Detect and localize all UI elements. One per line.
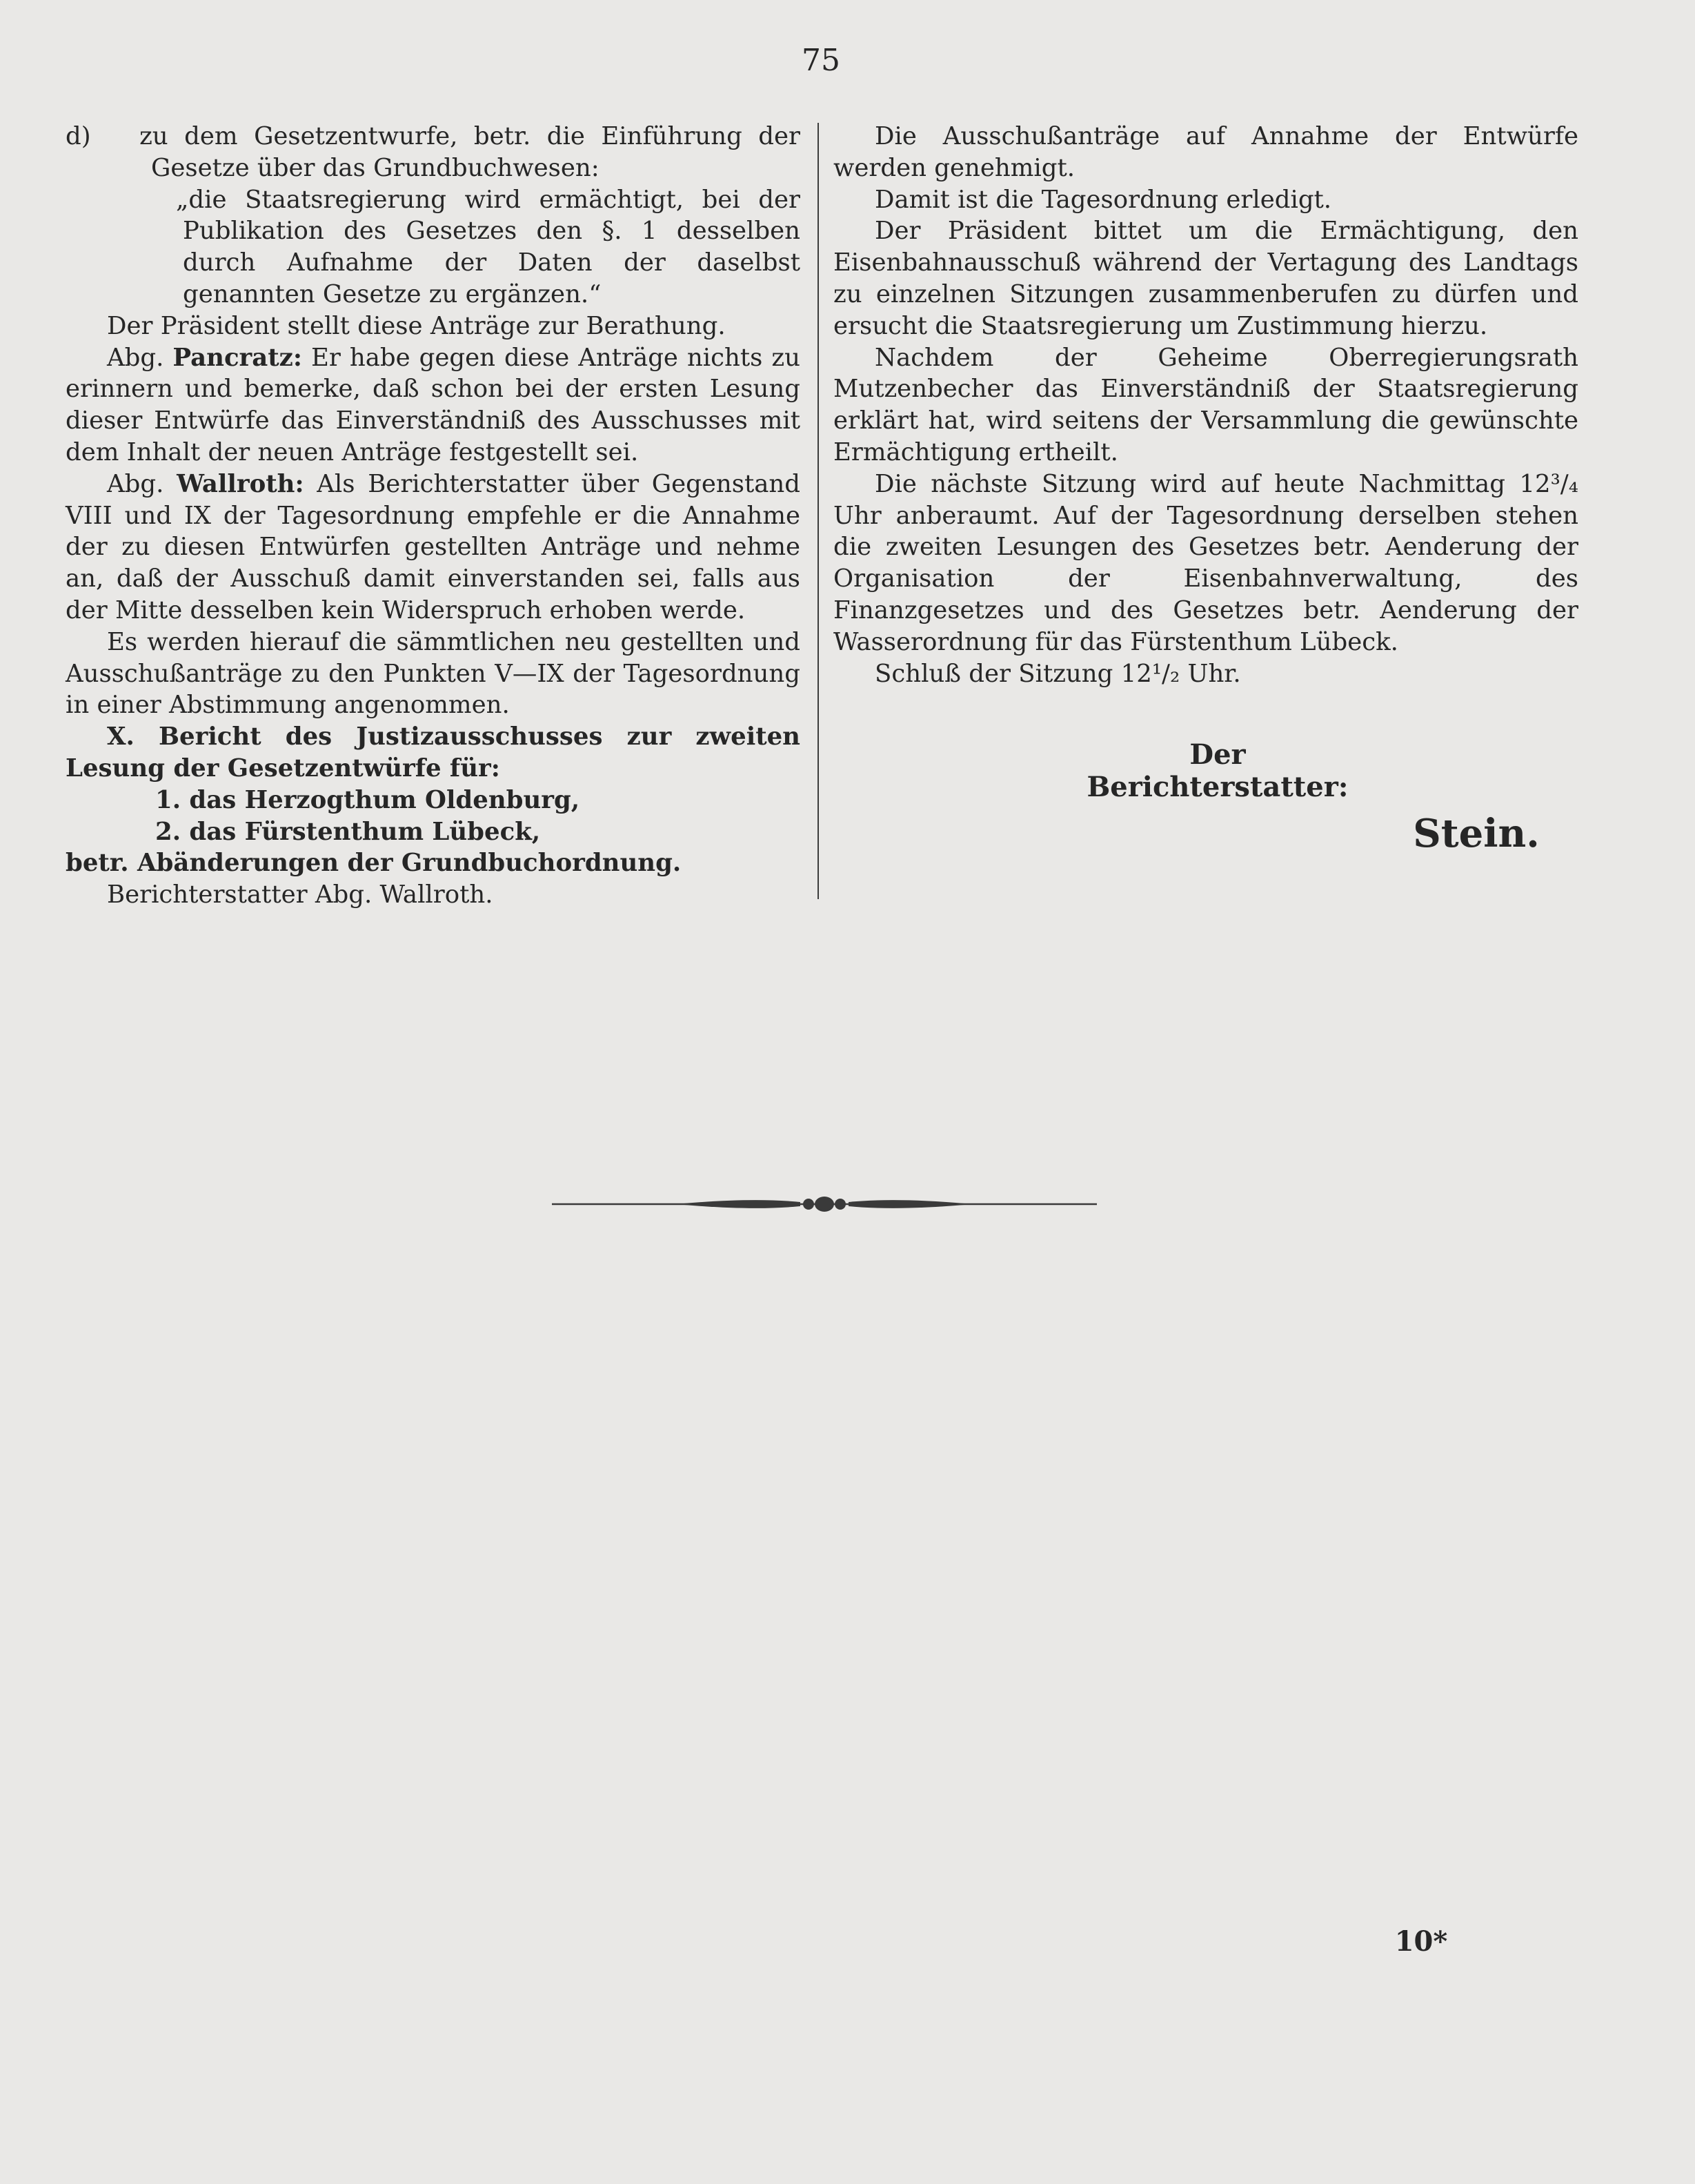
quoted-amendment: „die Staatsregierung wird ermächtigt, bei der Publikation des Gesetzes den §. 1 desselben durch Aufnahme der Daten der daselbst genannten Gesetze zu ergänzen.“	[176, 185, 800, 308]
vote-result: Es werden hierauf die sämmtlichen neu gestellten und Ausschußanträge zu den Punkten V—IX der Tagesordnung in einer Abstimmung angenommen.	[66, 627, 800, 720]
session-close: Schluß der Sitzung 12¹/₂ Uhr.	[875, 659, 1241, 688]
agenda-item-x-heading: X. Bericht des Justizausschusses zur zweiten Lesung der Gesetzentwürfe für:	[66, 722, 800, 783]
consent-statement: Nachdem der Geheime Oberregierungsrath Mutzenbecher das Einverständniß der Staatsregierung erklärt hat, wird seitens der Versammlung die gewünschte Ermächtigung ertheilt.	[833, 343, 1578, 466]
sheet-signature-mark: 10*	[1394, 1925, 1448, 1958]
agenda-done: Damit ist die Tagesordnung erledigt.	[875, 185, 1332, 214]
wallroth-prefix: Abg.	[107, 469, 164, 498]
pancratz-prefix: Abg.	[107, 343, 164, 372]
next-session: Die nächste Sitzung wird auf heute Nachmittag 12³/₄ Uhr anberaumt. Auf der Tagesordnung derselben stehen die zweiten Lesungen des Gesetzes betr. Aenderung der Organisation der Eisenbahnverwaltung, des Finanzgesetzes und des Gesetzes betr. Aenderung der Wasserordnung für das Fürstenthum Lübeck.	[833, 469, 1578, 656]
president-request: Der Präsident bittet um die Ermächtigung, den Eisenbahnausschuß während der Vertagung des Landtags zu einzelnen Sitzungen zusammenberufen zu dürfen und ersucht die Staatsregierung um Zustimmung hierzu.	[833, 217, 1578, 340]
signature-label: Der Berichterstatter:	[1087, 738, 1349, 803]
item-d-marker: d)	[66, 122, 91, 150]
left-column	[66, 121, 800, 911]
pancratz-text: Er habe gegen diese Anträge nichts zu erinnern und bemerke, daß schon bei der ersten Lesung dieser Entwürfe das Einverständniß des Ausschusses mit dem Inhalt der neuen Anträge festgestellt sei.	[66, 343, 800, 466]
approval-statement: Die Ausschußanträge auf Annahme der Entwürfe werden genehmigt.	[833, 122, 1578, 182]
column-divider	[817, 123, 819, 899]
wallroth-statement	[66, 469, 800, 627]
pancratz-statement	[66, 342, 800, 469]
right-column	[833, 121, 1578, 689]
agenda-item-x-sub-1: 1. das Herzogthum Oldenburg,	[155, 785, 580, 814]
signature-name: Stein.	[1413, 811, 1540, 856]
speaker-pancratz: Pancratz:	[172, 343, 302, 372]
ornament-rule-icon	[552, 1183, 1097, 1225]
speaker-wallroth: Wallroth:	[177, 469, 304, 498]
item-d-text: zu dem Gesetzentwurfe, betr. die Einführung der Gesetze über das Grundbuchwesen:	[139, 122, 800, 182]
reporter-line: Berichterstatter Abg. Wallroth.	[107, 881, 493, 909]
wallroth-text: Als Berichterstatter über Gegenstand VIII und IX der Tagesordnung empfehle er die Annahme der zu diesen Entwürfen gestellten Anträge und nehme an, daß der Ausschuß damit einverstanden sei, falls aus der Mitte desselben kein Widerspruch erhoben werde.	[66, 469, 801, 624]
page-number: 75	[802, 43, 840, 78]
president-statement: Der Präsident stellt diese Anträge zur Berathung.	[107, 311, 726, 340]
item-d	[66, 121, 800, 184]
agenda-item-x-sub-2: 2. das Fürstenthum Lübeck,	[155, 817, 541, 846]
agenda-item-x-subject: betr. Abänderungen der Grundbuchordnung.	[66, 849, 682, 878]
